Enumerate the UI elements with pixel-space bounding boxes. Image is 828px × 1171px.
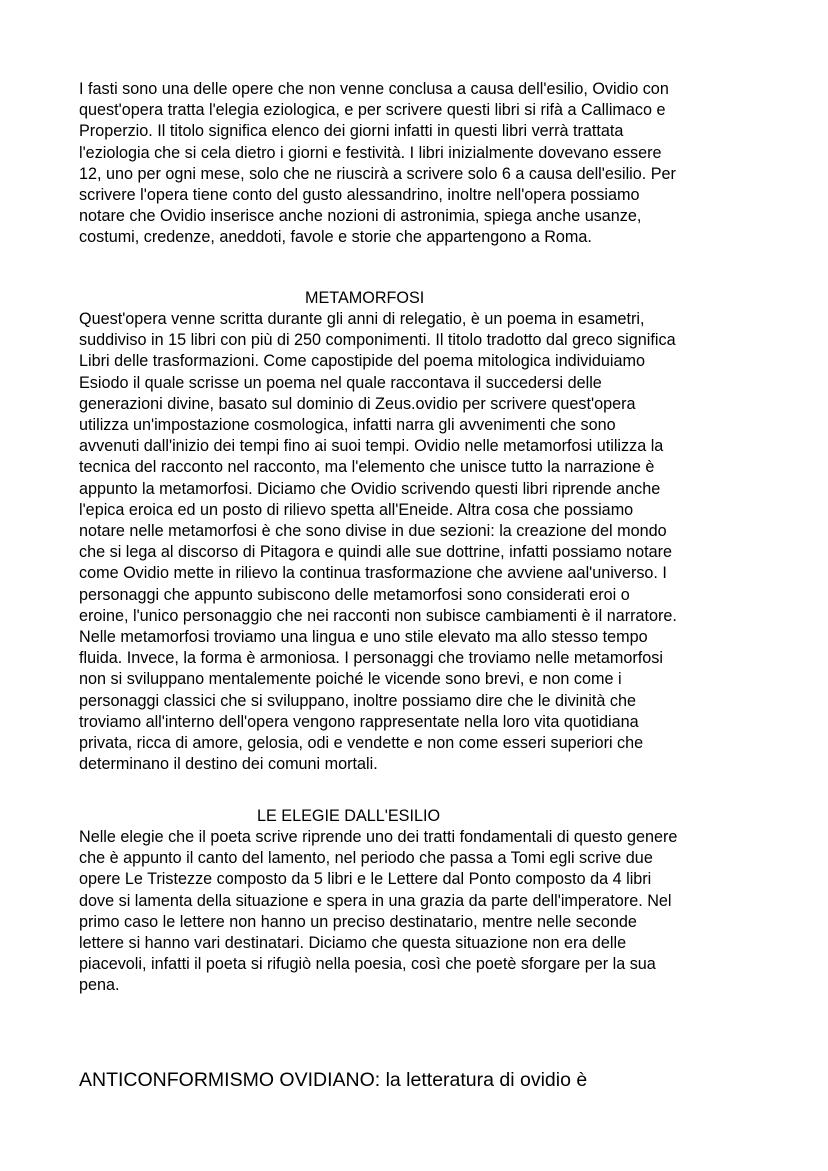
text-line: dove si lamenta della situazione e spera in una grazia da parte dell'imperatore. Nel — [79, 891, 672, 910]
metamorfosi-heading: METAMORFOSI — [305, 289, 425, 307]
text-line: Esiodo il quale scrisse un poema nel quale raccontava il succedersi delle — [79, 373, 602, 392]
text-line: come Ovidio mette in rilievo la continua trasformazione che avviene aal'universo. I — [79, 564, 667, 583]
fasti-paragraph — [79, 79, 759, 249]
text-line: primo caso le lettere non hanno un preciso destinatario, mentre nelle seconde — [79, 912, 637, 931]
text-line: determinano il destino dei comuni mortali. — [79, 755, 378, 774]
metamorfosi-paragraph — [79, 309, 759, 775]
text-line: I fasti sono una delle opere che non venne conclusa a causa dell'esilio, Ovidio con — [79, 80, 669, 98]
text-line: 12, uno per ogni mese, solo che ne riuscirà a scrivere solo 6 a causa dell'esilio. Per — [79, 164, 676, 183]
text-line: Properzio. Il titolo significa elenco dei giorni infatti in questi libri verrà trattata — [79, 122, 624, 141]
text-line: Nelle elegie che il poeta scrive riprende uno dei tratti fondamentali di questo genere — [79, 828, 678, 846]
elegie-heading: LE ELEGIE DALL'ESILIO — [257, 807, 441, 825]
text-line: suddiviso in 15 libri con più di 250 componimenti. Il titolo tradotto dal greco significa — [79, 331, 676, 350]
text-line: piacevoli, infatti il poeta si rifugiò nella poesia, così che poetè sforgare per la sua — [79, 955, 656, 974]
text-line: fluida. Invece, la forma è armoniosa. I personaggi che troviamo nelle metamorfosi — [79, 649, 663, 668]
text-line: quest'opera tratta l'elegia eziologica, e per scrivere questi libri si rifà a Callimaco e — [79, 101, 666, 120]
text-line: troviamo all'interno dell'opera vengono rappresentate nella loro vita quotidiana — [79, 712, 639, 731]
text-line: l'eziologia che si cela dietro i giorni e festività. I libri inizialmente dovevano essere — [79, 143, 662, 162]
text-line: notare nelle metamorfosi è che sono divise in due sezioni: la creazione del mondo — [79, 522, 667, 541]
text-line: personaggi classici che si sviluppano, inoltre possiamo dire che le divinità che — [79, 691, 636, 710]
text-line: privata, ricca di amore, gelosia, odi e vendette e non come esseri superiori che — [79, 734, 644, 753]
text-line: utilizza un'impostazione cosmologica, infatti narra gli avvenimenti che sono — [79, 416, 616, 435]
text-line: pena. — [79, 976, 120, 995]
text-line: che si lega al discorso di Pitagora e quindi alle sue dottrine, infatti possiamo notare — [79, 543, 672, 562]
anticonformismo-line: ANTICONFORMISMO OVIDIANO: la letteratura di ovidio è — [79, 1069, 588, 1091]
text-line: notare che Ovidio inserisce anche nozioni di astronimia, spiega anche usanze, — [79, 207, 642, 226]
text-line: Nelle metamorfosi troviamo una lingua e uno stile elevato ma allo stesso tempo — [79, 628, 648, 647]
text-line: Quest'opera venne scritta durante gli anni di relegatio, è un poema in esametri, — [79, 310, 645, 328]
text-line: Libri delle trasformazioni. Come capostipide del poema mitologica individuiamo — [79, 352, 645, 371]
text-line: opere Le Tristezze composto da 5 libri e le Lettere dal Ponto composto da 4 libri — [79, 870, 652, 889]
text-line: generazioni divine, basato sul dominio di Zeus.ovidio per scrivere quest'opera — [79, 394, 636, 413]
text-line: appunto la metamorfosi. Diciamo che Ovidio scrivendo questi libri riprende anche — [79, 479, 661, 498]
text-line: eroine, l'unico personaggio che nei racconti non subisce cambiamenti è il narratore. — [79, 606, 677, 625]
text-line: l'epica eroica ed un posto di rilievo spetta all'Eneide. Altra cosa che possiamo — [79, 500, 634, 519]
text-line: scrivere l'opera tiene conto del gusto alessandrino, inoltre nell'opera possiamo — [79, 186, 640, 205]
text-line: tecnica del racconto nel racconto, ma l'elemento che unisce tutto la narrazione è — [79, 458, 655, 477]
text-line: avvenuti dall'inizio dei tempi fino ai suoi tempi. Ovidio nelle metamorfosi utilizza la — [79, 437, 664, 456]
text-line: che è appunto il canto del lamento, nel periodo che passa a Tomi egli scrive due — [79, 849, 653, 868]
text-line: non si sviluppano mentalemente poiché le vicende sono brevi, e non come i — [79, 670, 622, 689]
elegie-paragraph — [79, 827, 759, 997]
text-line: costumi, credenze, aneddoti, favole e storie che appartengono a Roma. — [79, 228, 592, 247]
text-line: lettere si hanno vari destinatari. Diciamo che questa situazione non era delle — [79, 934, 627, 953]
text-line: personaggi che appunto subiscono delle metamorfosi sono considerati eroi o — [79, 585, 630, 604]
